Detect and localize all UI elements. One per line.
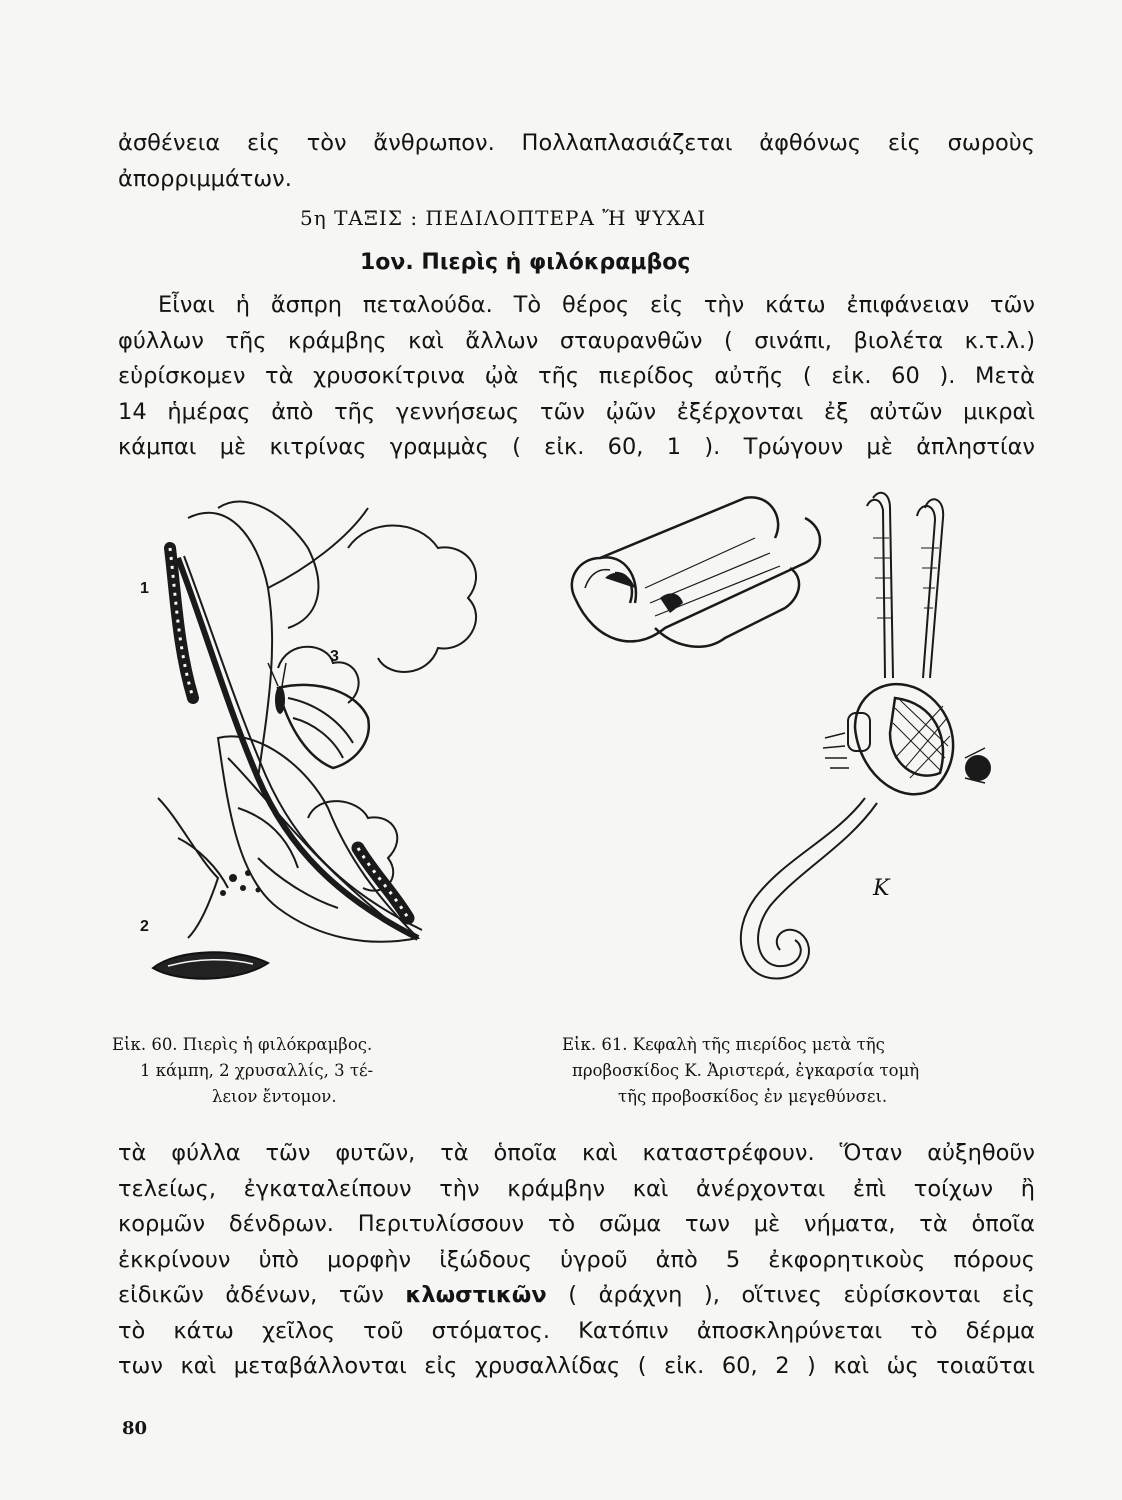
proboscis-drawing [555, 478, 1015, 998]
text-line: κάμπαι μὲ κιτρίνας γραμμὰς ( εἰκ. 60, 1 ). Τρώγουν μὲ ἀπληστίαν [118, 434, 1035, 460]
caption-line: Εἰκ. 60. Πιερὶς ἡ φιλόκραμβος. [112, 1035, 373, 1054]
caption-line: Εἰκ. 61. Κεφαλὴ τῆς πιερίδος μετὰ τῆς [562, 1035, 885, 1054]
text-line: τὸ κάτω χεῖλος τοῦ στόματος. Κατόπιν ἀποσκληρύνεται τὸ δέρμα [118, 1317, 1035, 1344]
text-line [118, 1278, 1035, 1314]
caption-line: λειον ἔντομον. [212, 1087, 337, 1106]
text-line: τὰ φύλλα τῶν φυτῶν, τὰ ὁποῖα καὶ καταστρέφουν. Ὅταν αὐξηθοῦν [118, 1140, 1035, 1166]
figure-60-label-1: 1 [140, 580, 149, 597]
figure-60-illustration [118, 478, 498, 998]
figure-61-illustration [555, 478, 1015, 998]
text-line: ἀπορριμμάτων. [118, 165, 292, 192]
figure-60-label-3: 3 [330, 648, 339, 665]
text-line: 14 ἡμέρας ἀπὸ τῆς γεννήσεως τῶν ᾠῶν ἐξέρχονται ἐξ αὐτῶν μικραὶ [118, 398, 1035, 425]
article-title: 1ον. Πιερὶς ἡ φιλόκραμβος [360, 250, 691, 275]
text-line: ἀσθένεια εἰς τὸν ἄνθρωπον. Πολλαπλασιάζεται ἀφθόνως εἰς σωροὺς [118, 130, 1035, 156]
caption-line: 1 κάμπη, 2 χρυσαλλίς, 3 τέ- [140, 1061, 374, 1080]
caption-line: προβοσκίδος Κ. Ἀριστερά, ἐγκαρσία τομὴ [572, 1061, 920, 1080]
bold-term: κλωστικῶν [405, 1282, 547, 1308]
text-fragment: ( ἀράχνη ), οἵτινες εὑρίσκονται εἰς [546, 1282, 1035, 1308]
figure-61-label-k: K [873, 876, 890, 901]
page-number: 80 [122, 1418, 148, 1439]
section-heading: 5η ΤΑΞΙΣ : ΠΕΔΙΛΟΠΤΕΡΑ Ἤ ΨΥΧΑΙ [300, 206, 707, 230]
cabbage-white-drawing [118, 478, 498, 998]
caption-line: τῆς προβοσκίδος ἐν μεγεθύνσει. [618, 1087, 888, 1106]
text-line: των καὶ μεταβάλλονται εἰς χρυσαλλίδας ( εἰκ. 60, 2 ) καὶ ὡς τοιαῦται [118, 1353, 1035, 1379]
paragraph-2 [118, 1136, 1035, 1385]
intro-paragraph [118, 126, 1035, 197]
figure-60-label-2: 2 [140, 918, 149, 935]
text-line: ἐκκρίνουν ὑπὸ μορφὴν ἰξώδους ὑγροῦ ἀπὸ 5 ἐκφορητικοὺς πόρους [118, 1246, 1035, 1273]
text-line: κορμῶν δένδρων. Περιτυλίσσουν τὸ σῶμα των μὲ νήματα, τὰ ὁποῖα [118, 1211, 1035, 1237]
text-line: Εἶναι ἡ ἄσπρη πεταλούδα. Τὸ θέρος εἰς τὴν κάτω ἐπιφάνειαν τῶν [158, 292, 1035, 318]
paragraph-1 [118, 288, 1035, 466]
text-line: τελείως, ἐγκαταλείπουν τὴν κράμβην καὶ ἀνέρχονται ἐπὶ τοίχων ἢ [118, 1175, 1035, 1202]
figure-60-caption [112, 1032, 512, 1110]
text-fragment: εἰδικῶν ἀδένων, τῶν [118, 1282, 406, 1308]
figure-61-caption [562, 1032, 1042, 1110]
text-line: εὑρίσκομεν τὰ χρυσοκίτρινα ᾠὰ τῆς πιερίδος αὐτῆς ( εἰκ. 60 ). Μετὰ [118, 363, 1035, 389]
text-line: φύλλων τῆς κράμβης καὶ ἄλλων σταυρανθῶν ( σινάπι, βιολέτα κ.τ.λ.) [118, 327, 1035, 354]
